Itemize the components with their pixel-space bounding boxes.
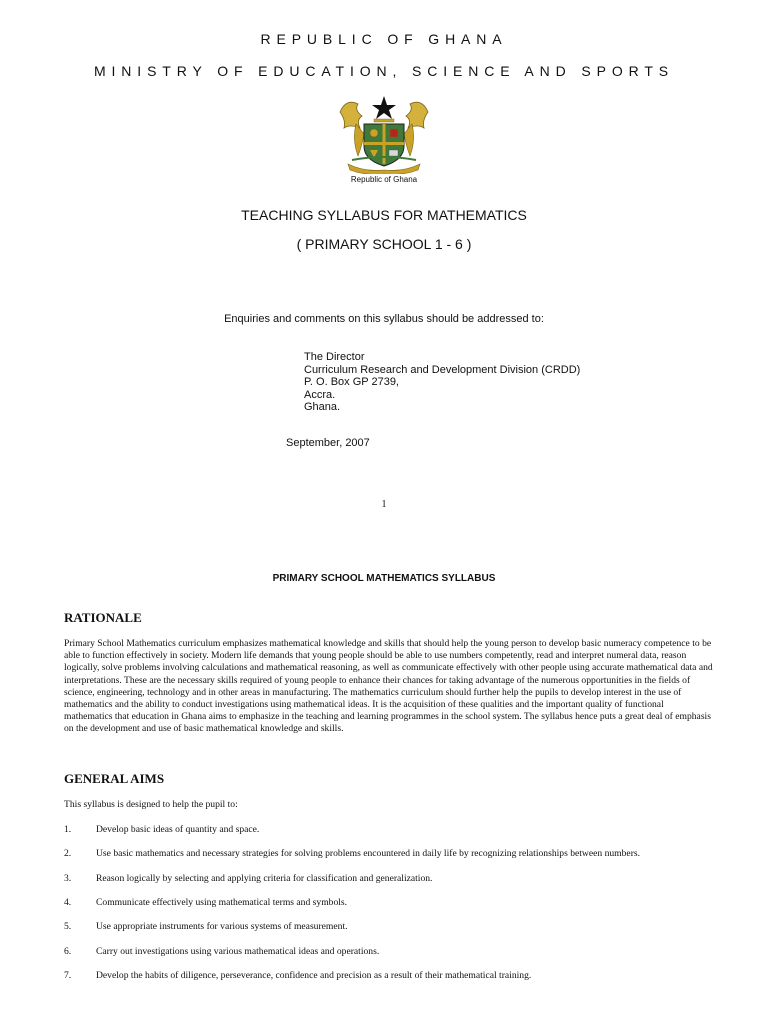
ministry-heading: MINISTRY OF EDUCATION, SCIENCE AND SPORTS [94,63,674,79]
left-eagle-body [354,124,364,156]
enquiries-line: Enquiries and comments on this syllabus should be addressed to: [224,313,544,325]
document-subtitle: ( PRIMARY SCHOOL 1 - 6 ) [296,236,472,252]
aim-text: Use appropriate instruments for various systems of measurement. [96,921,348,932]
aim-item [64,824,259,835]
aim-number: 1. [64,824,72,835]
ghana-coat-of-arms [334,94,434,174]
aim-item [64,946,379,957]
rationale-paragraph: Primary School Mathematics curriculum emphasizes mathematical knowledge and skills that should help the young person to develop basic numeracy competence to be able to function effectively in society. Modern life demands that young people should be able to use numbers competently, read and interpret numeral data, reason logically, solve problems involving calculations and mathematical reasoning, as well as communicate effectively with other people using accurate mathematical data and interpretations. These are the necessary skills required of young people to enhance their chances for taking advantage of the numerous opportunities in the fields of science, engineering, technology and in other areas in manufacturing. The mathematics curriculum should further help the pupils to develop interest in the use of mathematics and the ability to conduct investigations using mathematical ideas. It is the acquisition of these qualities and the important quality of functional mathematics that education in Ghana aims to emphasize in the teaching and learning programmes in the school system. The syllabus hence puts a great deal of emphasis on the development and use of basic mathematical knowledge and skills. [64,638,713,735]
aim-number: 6. [64,946,72,957]
black-star [372,96,396,119]
aim-text: Develop the habits of diligence, perseverance, confidence and precision as a result of their mathematical training. [96,970,532,981]
address-line: Curriculum Research and Development Division (CRDD) [304,363,581,376]
publication-date: September, 2007 [286,437,370,449]
document-title: TEACHING SYLLABUS FOR MATHEMATICS [241,207,527,223]
section-heading: PRIMARY SCHOOL MATHEMATICS SYLLABUS [272,573,496,584]
aim-text: Carry out investigations using various mathematical ideas and operations. [96,946,380,957]
address-line: P. O. Box GP 2739, [304,376,399,388]
aim-text: Communicate effectively using mathematical terms and symbols. [96,897,348,908]
right-eagle-wing [406,102,428,128]
republic-heading: REPUBLIC OF GHANA [260,31,508,47]
aim-item [64,921,348,932]
aim-item [64,848,640,859]
right-eagle-body [404,124,414,156]
aim-number: 5. [64,921,72,932]
aim-text: Use basic mathematics and necessary strategies for solving problems encountered in daily life by recognizing relationships between numbers. [96,848,641,859]
address-line: The Director [304,351,365,363]
rationale-heading: RATIONALE [64,610,142,625]
aim-number: 7. [64,970,72,981]
page-number: 1 [381,499,387,510]
address-block [304,351,580,414]
aim-number: 2. [64,848,72,859]
aim-number: 3. [64,873,72,884]
address-line: Accra. [304,388,336,401]
aim-text: Reason logically by selecting and applying criteria for classification and generalization. [96,873,433,884]
general-aims-intro: This syllabus is designed to help the pupil to: [64,799,238,810]
left-eagle-wing [340,102,362,128]
aim-number: 4. [64,897,72,908]
aim-text: Develop basic ideas of quantity and space. [96,824,260,835]
aim-item [64,970,531,981]
aim-item [64,873,432,884]
aim-item [64,897,347,908]
address-line: Ghana. [304,401,341,413]
crest-caption: Republic of Ghana [350,175,418,184]
general-aims-heading: GENERAL AIMS [64,771,165,786]
